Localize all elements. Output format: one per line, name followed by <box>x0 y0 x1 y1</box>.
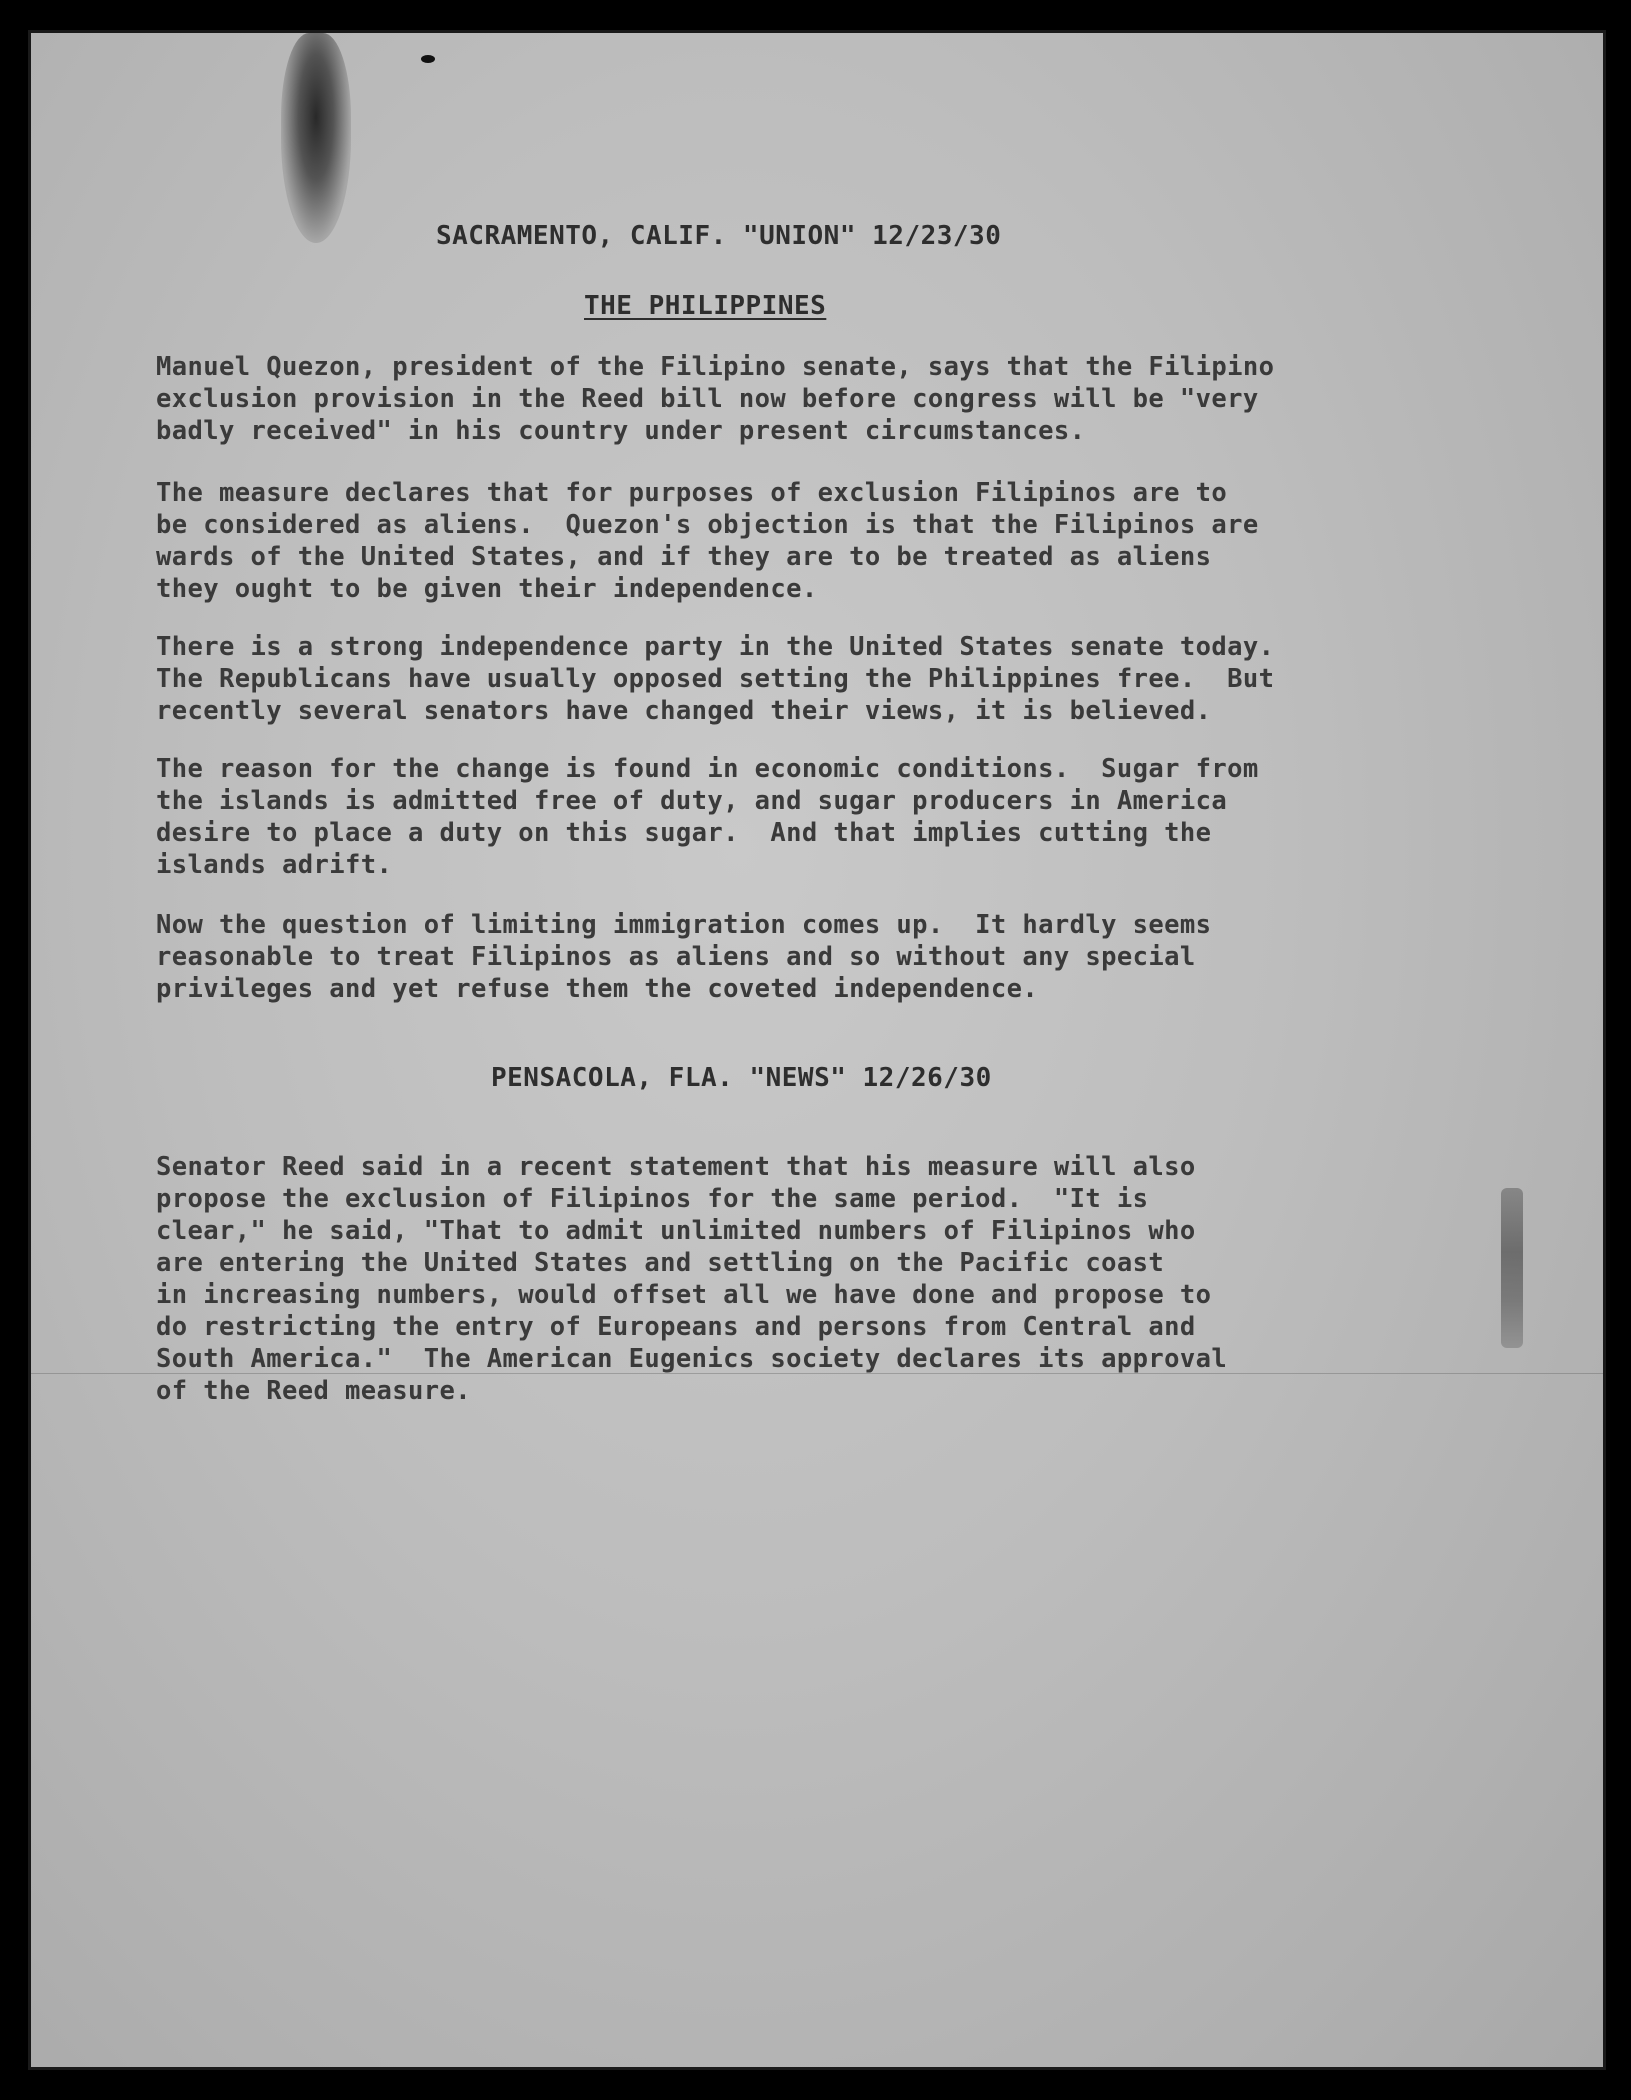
ink-smudge <box>281 33 351 243</box>
paragraph: Now the question of limiting immigration comes up. It hardly seems reasonable to treat Filipinos as aliens and so without any special privileges and yet refuse them the coveted independence. <box>156 910 1212 1004</box>
paragraph: Senator Reed said in a recent statement that his measure will also propose the exclusion of Filipinos for the same period. "It is clear," he said, "That to admit unlimited numbers of Filipinos who are entering the United States and settling on the Pacific coast in increasing numbers, would offset all we have done and propose to do restricting the entry of Europeans and persons from Central and South America." The American Eugenics society declares its approval of the Reed measure. <box>156 1152 1228 1406</box>
paragraph: There is a strong independence party in the United States senate today. The Republicans have usually opposed setting the Philippines free. But recently several senators have changed their views, it is believed. <box>156 632 1275 726</box>
ink-speck <box>421 55 435 63</box>
section-1-title: THE PHILIPPINES <box>584 291 827 321</box>
paper-stain <box>1501 1188 1523 1348</box>
paragraph: The measure declares that for purposes of exclusion Filipinos are to be considered as aliens. Quezon's objection is that the Filipinos are wards of the United States, and if they are to be treated as aliens they ought to be given their independence. <box>156 478 1259 604</box>
section-1-source: SACRAMENTO, CALIF. "UNION" 12/23/30 <box>436 221 1002 251</box>
document-page <box>28 30 1606 2070</box>
paragraph: The reason for the change is found in economic conditions. Sugar from the islands is admitted free of duty, and sugar producers in America desire to place a duty on this sugar. And that implies cutting the islands adrift. <box>156 754 1259 880</box>
paragraph: Manuel Quezon, president of the Filipino senate, says that the Filipino exclusion provision in the Reed bill now before congress will be "very badly received" in his country under present circumstances. <box>156 352 1275 446</box>
section-2-source: PENSACOLA, FLA. "NEWS" 12/26/30 <box>491 1063 992 1093</box>
